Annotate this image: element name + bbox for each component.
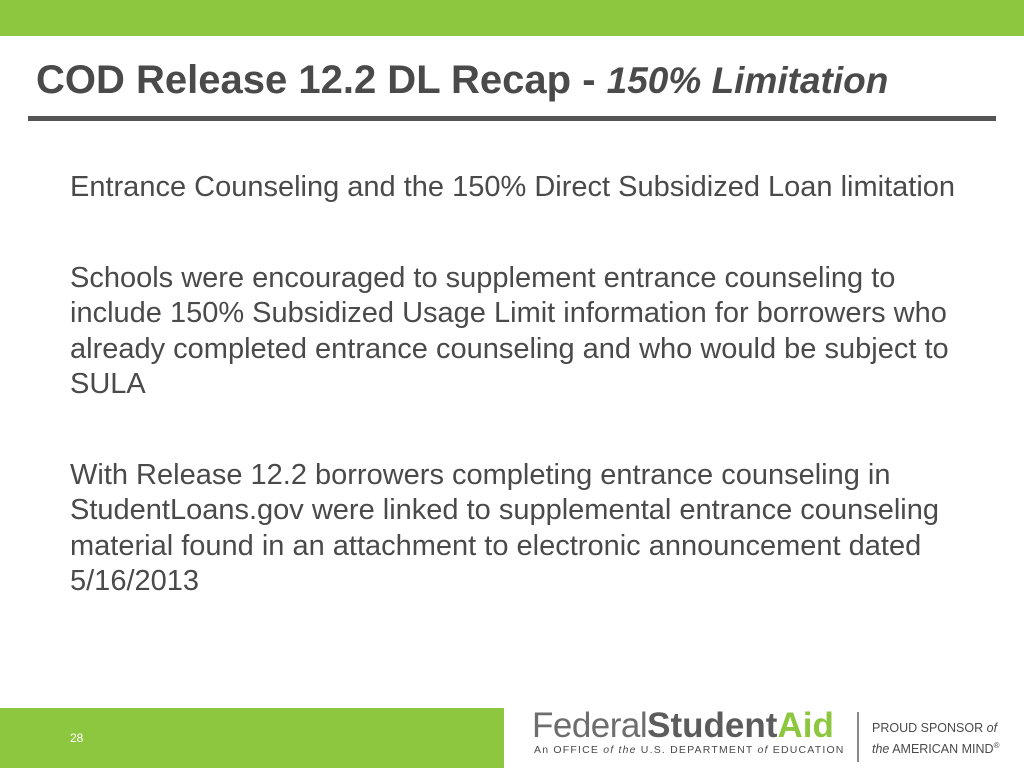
tagline-of-the: of the: [603, 744, 637, 756]
wordmark-aid: Aid: [777, 706, 834, 745]
wordmark-federal: Federal: [532, 706, 648, 745]
tagline-part-2: U.S. DEPARTMENT: [640, 744, 754, 756]
body-paragraph-3: With Release 12.2 borrowers completing entrance counseling in StudentLoans.gov were linked to supplemental entrance counseling material found in an attachment to electronic announcement dated 5/16/2013: [70, 458, 939, 597]
tagline-part-3: EDUCATION: [772, 744, 845, 756]
sponsor-american-mind: AMERICAN MIND: [892, 742, 994, 757]
fsa-wordmark: [532, 706, 834, 746]
sponsor-line-2: [872, 737, 1000, 758]
title-subtitle: 150% Limitation: [606, 60, 889, 101]
sponsor-the: the: [872, 742, 890, 757]
fsa-tagline: [534, 744, 845, 756]
title-underline-rule: [28, 116, 996, 121]
sponsor-of: of: [986, 721, 998, 735]
title-separator: -: [582, 58, 596, 102]
sponsor-text: [872, 720, 1000, 758]
title-main: COD Release 12.2 DL Recap: [36, 58, 572, 102]
registered-mark: ®: [993, 741, 1000, 750]
logo-divider: [857, 712, 859, 762]
sponsor-proud: PROUD SPONSOR: [872, 721, 984, 735]
slide-body: [70, 170, 980, 655]
tagline-part-1: An OFFICE: [534, 744, 600, 756]
slide-title: [36, 54, 1006, 107]
page-number: 28: [70, 731, 84, 745]
sponsor-line-1: [872, 720, 1000, 737]
body-paragraph-1: Entrance Counseling and the 150% Direct Subsidized Loan limitation: [70, 171, 956, 203]
wordmark-student: Student: [647, 706, 778, 745]
body-paragraph-2: Schools were encouraged to supplement entrance counseling to include 150% Subsidized Usage Limit information for borrowers who already completed entrance counseling and who would be subject to SULA: [70, 261, 949, 400]
tagline-of: of: [757, 744, 769, 756]
federal-student-aid-logo: [532, 706, 1012, 762]
top-accent-bar: [0, 0, 1024, 36]
